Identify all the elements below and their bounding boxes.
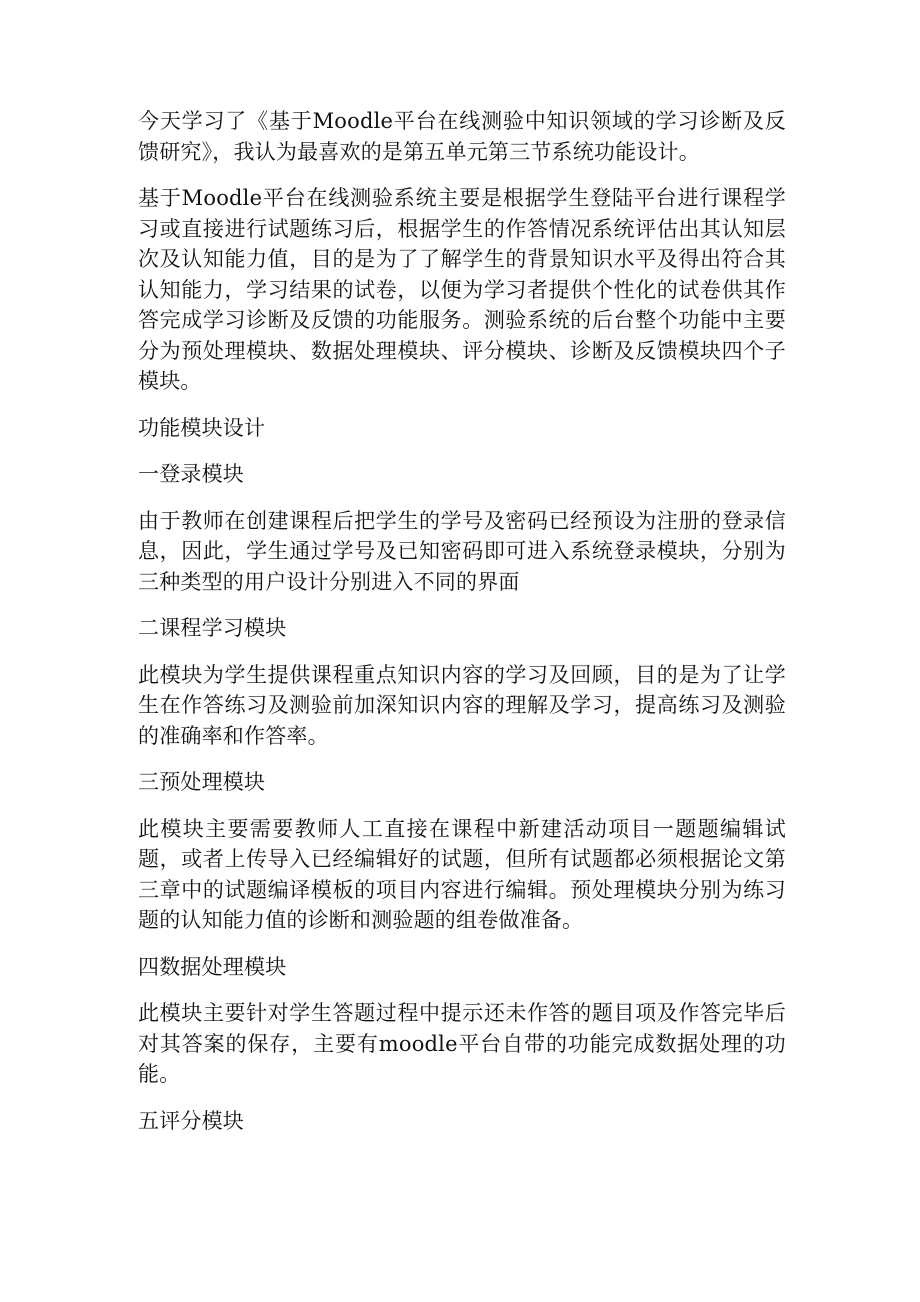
course-module-paragraph: 此模块为学生提供课程重点知识内容的学习及回顾，目的是为了让学生在作答练习及测验前加深知识内容的理解及学习，提高练习及测验的准确率和作答率。 bbox=[138, 662, 786, 748]
document-body bbox=[138, 106, 786, 1152]
section-heading-scoring-module: 五评分模块 bbox=[138, 1108, 244, 1133]
section-heading-function-design: 功能模块设计 bbox=[138, 415, 266, 440]
section-heading-preprocess-module: 三预处理模块 bbox=[138, 770, 266, 794]
section-heading-login-module: 一登录模块 bbox=[138, 462, 244, 486]
overview-paragraph: 基于Moodle平台在线测验系统主要是根据学生登陆平台进行课程学习或直接进行试题练习后，根据学生的作答情况系统评估出其认知层次及认知能力值，目的是为了了解学生的背景知识水平及得出符合其认知能力，学习结果的试卷，以便为学习者提供个性化的试卷供其作答完成学习诊断及反馈的功能服务。测验系统的后台整个功能中主要分为预处理模块、数据处理模块、评分模块、诊断及反馈模块四个子模块。 bbox=[138, 186, 786, 393]
data-module-paragraph: 此模块主要针对学生答题过程中提示还未作答的题目项及作答完毕后对其答案的保存，主要有moodle平台自带的功能完成数据处理的功能。 bbox=[138, 1001, 786, 1086]
preprocess-module-paragraph: 此模块主要需要教师人工直接在课程中新建活动项目一题题编辑试题，或者上传导入已经编辑好的试题，但所有试题都必须根据论文第三章中的试题编译模板的项目内容进行编辑。预处理模块分别为练习题的认知能力值的诊断和测验题的组卷做准备。 bbox=[138, 816, 786, 932]
section-heading-course-module: 二课程学习模块 bbox=[138, 616, 287, 640]
section-heading-data-module: 四数据处理模块 bbox=[138, 954, 287, 979]
login-module-paragraph: 由于教师在创建课程后把学生的学号及密码已经预设为注册的登录信息，因此，学生通过学号及已知密码即可进入系统登录模块，分别为三种类型的用户设计分别进入不同的界面 bbox=[138, 508, 786, 594]
intro-paragraph: 今天学习了《基于Moodle平台在线测验中知识领域的学习诊断及反馈研究》，我认为最喜欢的是第五单元第三节系统功能设计。 bbox=[138, 109, 786, 164]
